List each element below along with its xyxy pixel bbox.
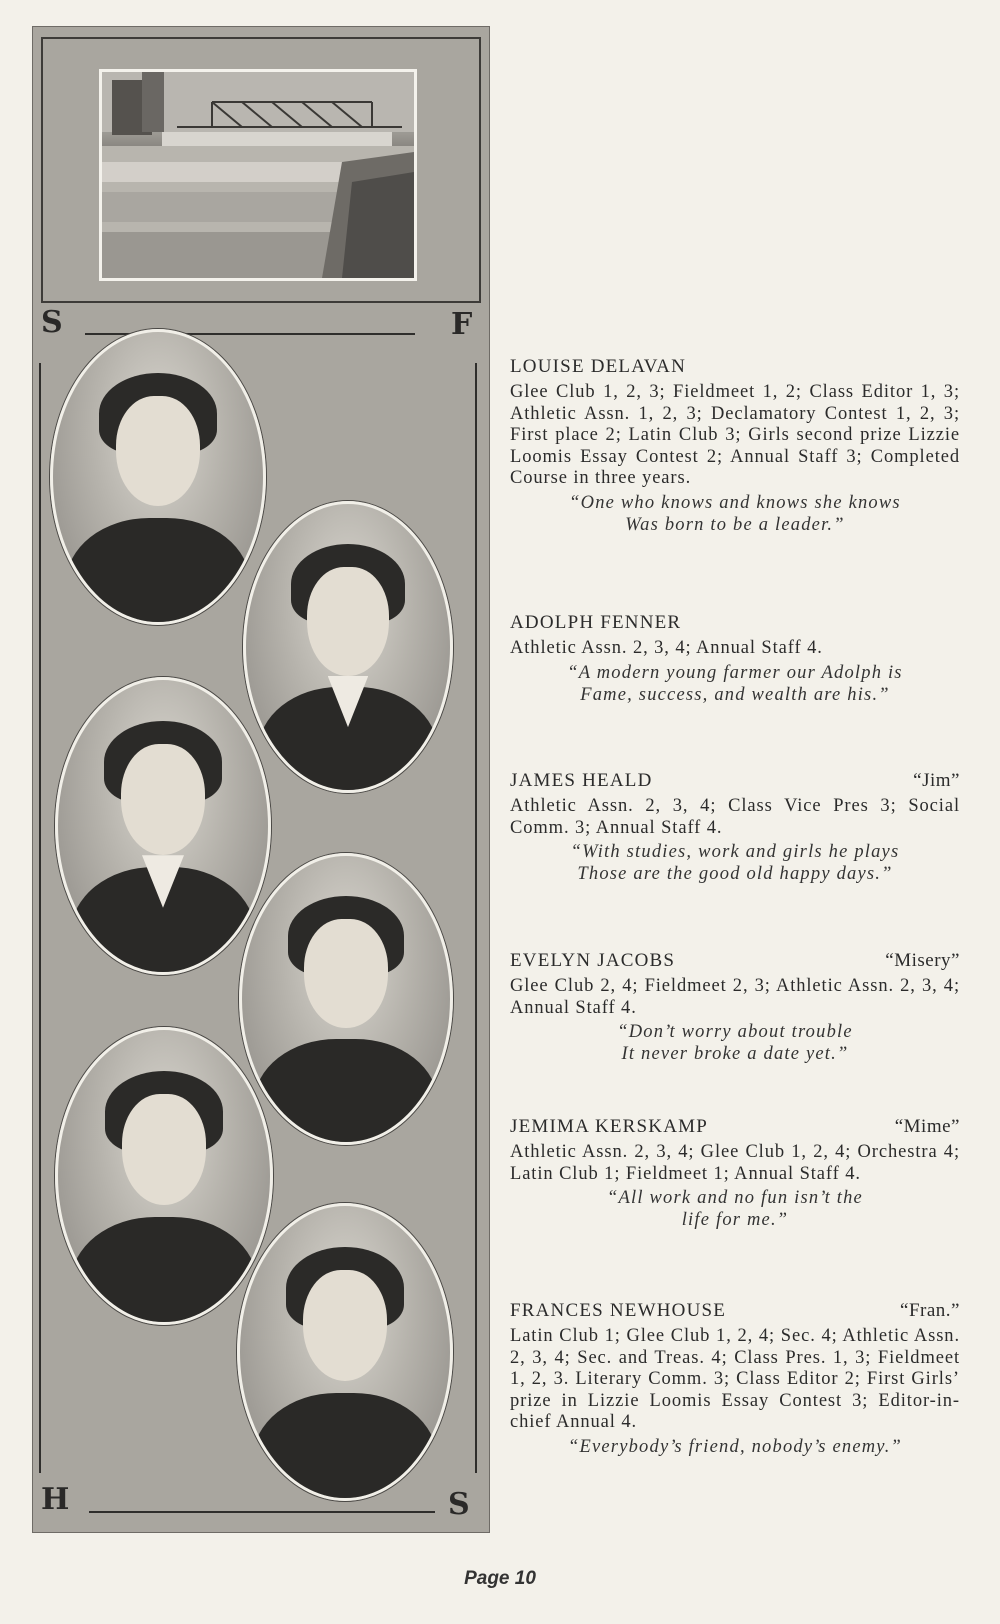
student-name: LOUISE DELAVAN: [510, 356, 687, 377]
student-name: EVELYN JACOBS: [510, 950, 676, 971]
entry-header: [510, 1116, 960, 1138]
portrait-louise-delavan: [50, 329, 266, 625]
student-nickname: “Fran.”: [900, 1300, 960, 1321]
quote-line: Those are the good old happy days.”: [577, 864, 893, 884]
scenic-photo-frame: [41, 37, 481, 303]
entry-header: [510, 770, 960, 792]
photo-illustration: [102, 72, 414, 278]
student-activities: Athletic Assn. 2, 3, 4; Glee Club 1, 2, 4; Orchestra 4; Latin Club 1; Fieldmeet 1; Annual Staff 4.: [510, 1142, 960, 1184]
entry-louise-delavan: [510, 356, 960, 536]
portrait-james-heald: [55, 677, 271, 975]
waterfall-bridge-photo: [99, 69, 417, 281]
quote-line: Was born to be a leader.”: [625, 514, 845, 535]
student-activities: Glee Club 2, 4; Fieldmeet 2, 3; Athletic Assn. 2, 3, 4; Annual Staff 4.: [510, 976, 960, 1018]
portrait-frances-newhouse: [237, 1203, 453, 1501]
corner-letter-bottom-right: S: [448, 1487, 470, 1522]
page-number: Page 10: [464, 1568, 536, 1589]
entry-adolph-fenner: [510, 612, 960, 706]
student-quote: [510, 1187, 960, 1231]
quote-line: “Everybody’s friend, nobody’s enemy.”: [567, 1436, 903, 1457]
corner-letter-top-right: F: [451, 307, 473, 342]
photo-panel: [32, 26, 490, 1533]
student-quote: [510, 492, 960, 536]
entry-evelyn-jacobs: [510, 950, 960, 1065]
divider-bottom: [89, 1511, 435, 1513]
student-quote: [510, 1021, 960, 1065]
student-nickname: “Misery”: [885, 950, 960, 971]
student-name: FRANCES NEWHOUSE: [510, 1300, 727, 1321]
entry-header: [510, 612, 960, 634]
student-activities: Athletic Assn. 2, 3, 4; Class Vice Pres 3; Social Comm. 3; Annual Staff 4.: [510, 796, 960, 838]
student-nickname: “Jim”: [913, 770, 960, 791]
quote-line: “One who knows and knows she knows: [569, 492, 901, 513]
quote-line: It never broke a date yet.”: [621, 1044, 849, 1064]
quote-line: “A modern young farmer our Adolph is: [567, 662, 903, 683]
entry-header: [510, 950, 960, 972]
student-name: JEMIMA KERSKAMP: [510, 1116, 709, 1137]
corner-letter-bottom-left: H: [41, 1482, 70, 1517]
student-quote: [510, 841, 960, 885]
divider-right: [475, 363, 477, 1473]
entry-jemima-kerskamp: [510, 1116, 960, 1231]
portrait-adolph-fenner: [243, 501, 453, 793]
student-quote: [510, 662, 960, 706]
quote-line: “With studies, work and girls he plays: [570, 842, 900, 862]
student-activities: Glee Club 1, 2, 3; Fieldmeet 1, 2; Class Editor 1, 3; Athletic Assn. 1, 2, 3; Declamatory Contest 1, 2, 3; First place 2; Latin Club 3; Girls second prize Lizzie Loomis Essay Contest 2; Annual Staff 3; Completed Course in three years.: [510, 382, 960, 488]
quote-line: life for me.”: [681, 1210, 789, 1230]
entry-header: [510, 356, 960, 378]
portrait-evelyn-jacobs: [239, 853, 453, 1145]
divider-left: [39, 363, 41, 1473]
student-name: ADOLPH FENNER: [510, 612, 682, 633]
quote-line: “All work and no fun isn’t the: [607, 1188, 863, 1208]
entry-james-heald: [510, 770, 960, 885]
student-name: JAMES HEALD: [510, 770, 653, 791]
quote-line: Fame, success, and wealth are his.”: [580, 684, 890, 705]
quote-line: “Don’t worry about trouble: [617, 1022, 853, 1042]
student-quote: [510, 1436, 960, 1458]
student-activities: Latin Club 1; Glee Club 1, 2, 4; Sec. 4; Athletic Assn. 2, 3, 4; Sec. and Treas. 4; Class Pres. 1, 3; Fieldmeet 1, 2, 3. Literary Comm. 3; Class Editor 2; First Girls’ prize in Lizzie Loomis Essay Contest 3; Editor-in-chief Annual 4.: [510, 1326, 960, 1432]
student-activities: Athletic Assn. 2, 3, 4; Annual Staff 4.: [510, 638, 823, 658]
student-nickname: “Mime”: [894, 1116, 960, 1137]
corner-letter-top-left: S: [41, 305, 63, 340]
portrait-jemima-kerskamp: [55, 1027, 273, 1325]
entry-header: [510, 1300, 960, 1322]
entry-frances-newhouse: [510, 1300, 960, 1458]
